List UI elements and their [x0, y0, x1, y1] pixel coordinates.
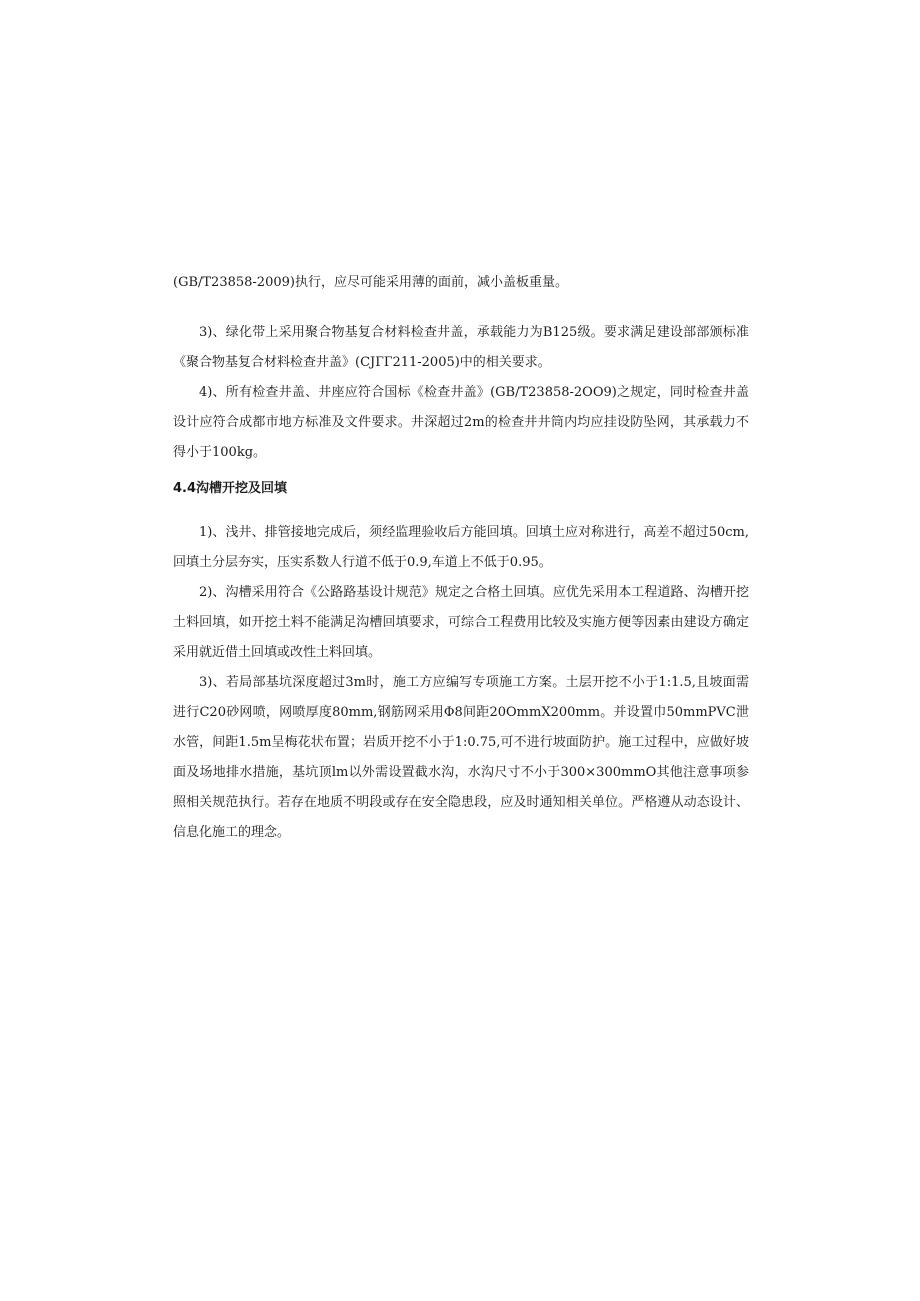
paragraph-3-greenbelt-covers: 3)、绿化带上采用聚合物基复合材料检查井盖，承载能力为B125级。要求满足建设部部颁标准《聚合物基复合材料检查井盖》(CJГГ211-2005)中的相关要求。: [173, 325, 749, 370]
section-heading-4-4: 4.4沟槽开挖及回填: [173, 481, 288, 496]
document-page: [173, 268, 749, 848]
paragraph-2-trench-soil: 2)、沟槽采用符合《公路路基设计规范》规定之合格土回填。应优先采用本工程道路、沟槽开挖土料回填，如开挖土料不能满足沟槽回填要求，可综合工程费用比较及实施方便等因素由建设方确定采用就近借土回填或改性土料回填。: [173, 585, 749, 660]
continuation-paragraph: (GB/T23858-2009)执行，应尽可能采用薄的面前，减小盖板重量。: [173, 275, 568, 290]
paragraph-4-national-standard-covers: 4)、所有检查井盖、井座应符合国标《检查井盖》(GB/T23858-2OO9)之规定，同时检查井盖设计应符合成都市地方标准及文件要求。井深超过2m的检查井井筒内均应挂设防坠网，其承载力不得小于100kg。: [173, 385, 749, 460]
paragraph-3-deep-pit: 3)、若局部基坑深度超过3m时，施工方应编写专项施工方案。土层开挖不小于1:1.5,且坡面需进行C20砂网喷，网喷厚度80mm,钢筋网采用Φ8间距20OmmX200mm。并设置巾50mmPVC泄水管，间距1.5m呈梅花状布置；岩质开挖不小于1:0.75,可不进行坡面防护。施工过程中，应做好坡面及场地排水措施，基坑顶lm以外需设置截水沟，水沟尺寸不小于300×300mmO其他注意事项参照相关规范执行。若存在地质不明段或存在安全隐患段，应及时通知相关单位。严格遵从动态设计、信息化施工的理念。: [173, 675, 749, 840]
paragraph-1-backfill: 1)、浅井、排管接地完成后，须经监理验收后方能回填。回填土应对称进行，高差不超过50cm,回填土分层夯实，压实系数人行道不低于0.9,车道上不低于0.95。: [173, 525, 749, 570]
